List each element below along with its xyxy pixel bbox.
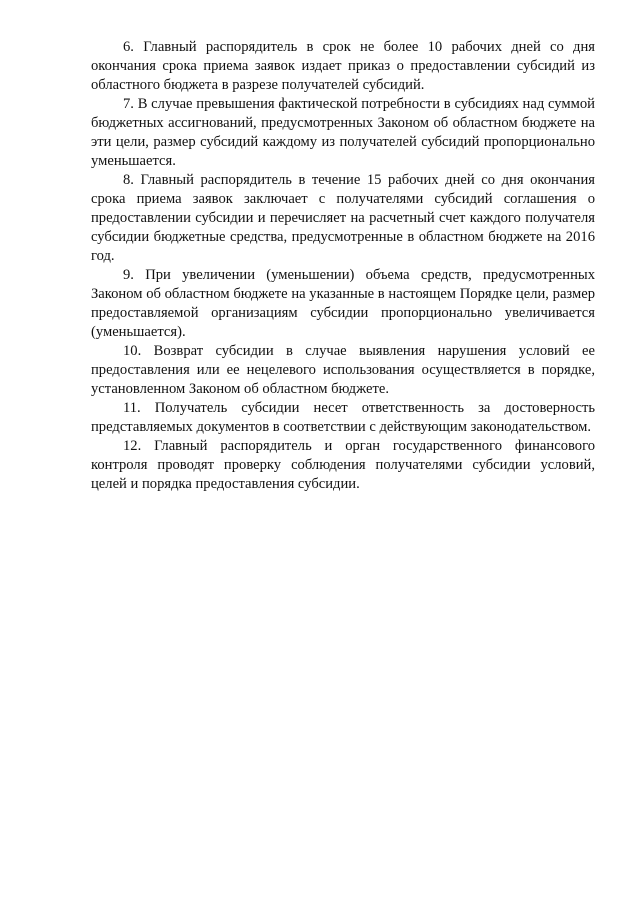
paragraph-9: 9. При увеличении (уменьшении) объема средств, предусмотренных Законом об областном бюджете на указанные в настоящем Порядке цели, размер предоставляемой организациям субсидии пропорционально увеличивается (уменьшается). [91, 267, 595, 340]
paragraph-10: 10. Возврат субсидии в случае выявления нарушения условий ее предоставления или ее нецелевого использования осуществляется в порядке, установленном Законом об областном бюджете. [91, 343, 595, 397]
paragraph-8: 8. Главный распорядитель в течение 15 рабочих дней со дня окончания срока приема заявок заключает с получателями субсидий соглашения о предоставлении субсидии и перечисляет на расчетный счет каждого получателя субсидии бюджетные средства, предусмотренные в областном бюджете на 2016 год. [91, 172, 595, 264]
paragraph-12: 12. Главный распорядитель и орган государственного финансового контроля проводят проверку соблюдения получателями субсидии условий, целей и порядка предоставления субсидии. [91, 438, 595, 492]
paragraph-7: 7. В случае превышения фактической потребности в субсидиях над суммой бюджетных ассигнований, предусмотренных Законом об областном бюджете на эти цели, размер субсидий каждому из получателей субсидий пропорционально уменьшается. [91, 96, 595, 169]
paragraph-6: 6. Главный распорядитель в срок не более 10 рабочих дней со дня окончания срока приема заявок издает приказ о предоставлении субсидий из областного бюджета в разрезе получателей субсидий. [91, 39, 595, 93]
paragraph-11: 11. Получатель субсидии несет ответственность за достоверность представляемых документов в соответствии с действующим законодательством. [91, 400, 595, 435]
document-body [91, 38, 595, 494]
